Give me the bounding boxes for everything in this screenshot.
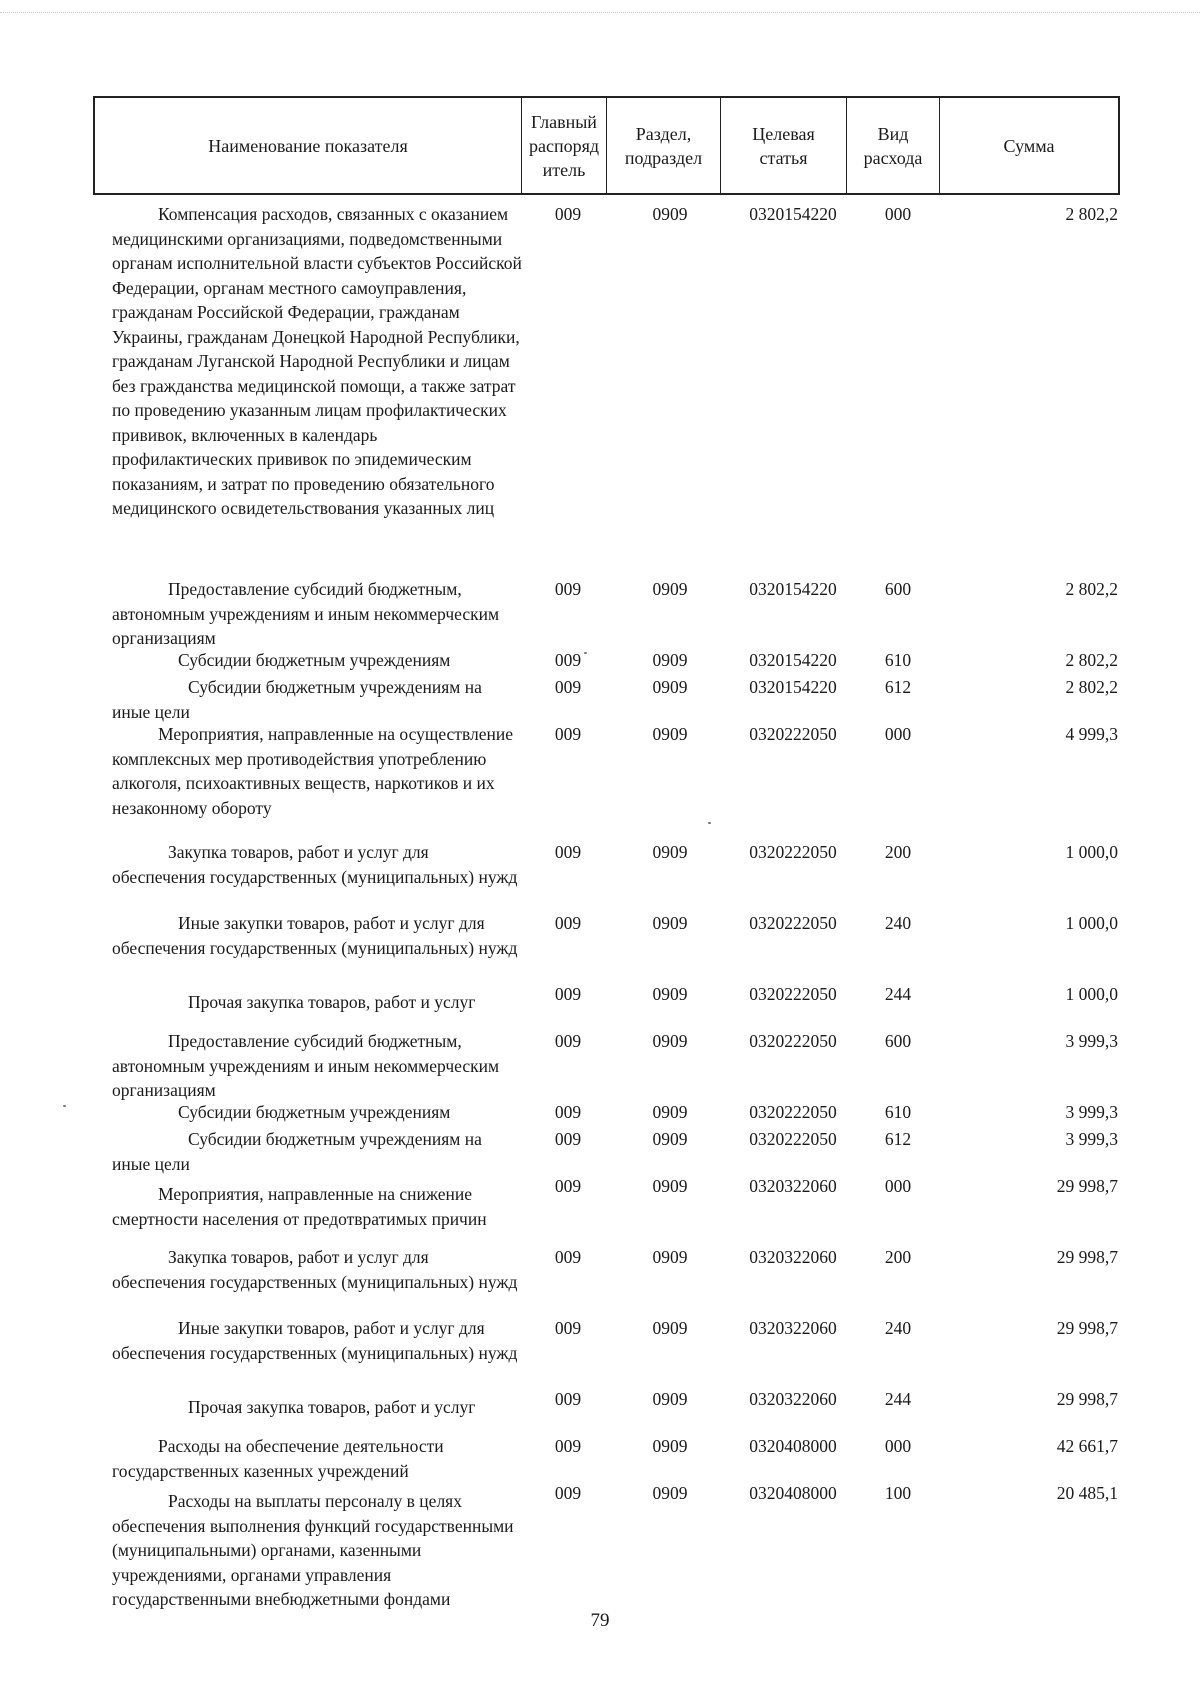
row-razdel: 0909 [652,1176,688,1196]
row-vid: 244 [884,984,912,1004]
row-celevaya: 0320154220 [749,650,837,670]
row-celevaya: 0320222050 [749,984,837,1004]
row-razdel: 0909 [652,1483,688,1503]
row-glavny: 009 [554,579,582,599]
row-vid: 200 [884,1247,912,1267]
header-celevaya-column: Целевая статья [721,98,847,193]
row-celevaya: 0320222050 [749,842,837,862]
header-glavny-column: Главный распоряд итель [522,98,607,193]
row-razdel: 0909 [652,650,688,670]
row-vid: 100 [884,1483,912,1503]
row-summa: 2 802,2 [1065,579,1118,599]
row-vid: 000 [884,1436,912,1456]
row-celevaya: 0320222050 [749,1102,837,1122]
row-razdel: 0909 [652,724,688,744]
row-name: Расходы на выплаты персоналу в целях обеспечения выполнения функций государственными (муниципальными) органами, казенными учреждениями, органами управления государственными внебюджетными фондами [112,1491,514,1609]
row-celevaya: 0320154220 [749,677,837,697]
row-summa: 2 802,2 [1065,650,1118,670]
row-name: Иные закупки товаров, работ и услуг для обеспечения государственных (муниципальных) нужд [112,913,518,958]
row-name: Субсидии бюджетным учреждениям на иные цели [112,1129,482,1174]
row-razdel: 0909 [652,1031,688,1051]
row-summa: 42 661,7 [1056,1436,1118,1456]
row-vid: 600 [884,1031,912,1051]
row-glavny: 009 [554,677,582,697]
scan-speck [63,1105,66,1107]
page-number: 79 [590,1610,610,1631]
row-vid: 240 [884,913,912,933]
row-name: Прочая закупка товаров, работ и услуг [188,1397,476,1417]
row-glavny: 009 [554,1318,582,1338]
row-razdel: 0909 [652,677,688,697]
row-vid: 610 [884,1102,912,1122]
row-glavny: 009 [554,650,582,670]
row-razdel: 0909 [652,204,688,224]
row-summa: 1 000,0 [1065,913,1118,933]
row-razdel: 0909 [652,579,688,599]
row-glavny: 009 [554,984,582,1004]
row-celevaya: 0320322060 [749,1176,837,1196]
row-razdel: 0909 [652,1129,688,1149]
scan-edge-line [0,12,1200,14]
row-summa: 2 802,2 [1065,677,1118,697]
row-glavny: 009 [554,1247,582,1267]
row-summa: 29 998,7 [1056,1247,1118,1267]
row-name: Закупка товаров, работ и услуг для обеспечения государственных (муниципальных) нужд [112,842,518,887]
row-celevaya: 0320322060 [749,1389,837,1409]
row-name: Мероприятия, направленные на снижение смертности населения от предотвратимых причин [112,1184,487,1229]
row-summa: 1 000,0 [1065,984,1118,1004]
row-celevaya: 0320408000 [749,1436,837,1456]
row-razdel: 0909 [652,984,688,1004]
row-celevaya: 0320222050 [749,1129,837,1149]
row-summa: 3 999,3 [1065,1102,1118,1122]
row-name: Субсидии бюджетным учреждениям на иные цели [112,677,482,722]
row-celevaya: 0320222050 [749,913,837,933]
header-name-column: Наименование показателя [95,98,522,193]
row-celevaya: 0320322060 [749,1247,837,1267]
row-name: Субсидии бюджетным учреждениям [178,1102,451,1122]
row-razdel: 0909 [652,1247,688,1267]
header-vid-column: Вид расхода [847,98,940,193]
row-vid: 612 [884,677,912,697]
row-name: Иные закупки товаров, работ и услуг для обеспечения государственных (муниципальных) нужд [112,1318,518,1363]
scan-speck [708,822,711,824]
row-glavny: 009 [554,1176,582,1196]
table-header [93,96,1120,195]
row-name: Расходы на обеспечение деятельности государственных казенных учреждений [112,1436,444,1481]
row-vid: 240 [884,1318,912,1338]
row-razdel: 0909 [652,1436,688,1456]
row-summa: 20 485,1 [1056,1483,1118,1503]
row-vid: 000 [884,724,912,744]
row-name: Закупка товаров, работ и услуг для обеспечения государственных (муниципальных) нужд [112,1247,518,1292]
row-glavny: 009 [554,1483,582,1503]
row-name: Предоставление субсидий бюджетным, автономным учреждениям и иным некоммерческим организациям [112,1031,500,1100]
row-summa: 1 000,0 [1065,842,1118,862]
row-celevaya: 0320154220 [749,579,837,599]
scan-speck [584,652,587,654]
row-glavny: 009 [554,1129,582,1149]
row-glavny: 009 [554,724,582,744]
row-summa: 29 998,7 [1056,1176,1118,1196]
row-vid: 610 [884,650,912,670]
row-glavny: 009 [554,1436,582,1456]
row-summa: 2 802,2 [1065,204,1118,224]
row-razdel: 0909 [652,842,688,862]
row-name: Субсидии бюджетным учреждениям [178,650,451,670]
row-glavny: 009 [554,842,582,862]
row-summa: 3 999,3 [1065,1129,1118,1149]
row-glavny: 009 [554,1031,582,1051]
row-celevaya: 0320222050 [749,724,837,744]
header-summa-column: Сумма [1003,135,1055,156]
row-celevaya: 0320222050 [749,1031,837,1051]
row-name: Предоставление субсидий бюджетным, автономным учреждениям и иным некоммерческим организациям [112,579,500,648]
row-razdel: 0909 [652,1318,688,1338]
row-summa: 29 998,7 [1056,1389,1118,1409]
row-celevaya: 0320408000 [749,1483,837,1503]
row-celevaya: 0320154220 [749,204,837,224]
row-summa: 4 999,3 [1065,724,1118,744]
row-vid: 000 [884,204,912,224]
row-celevaya: 0320322060 [749,1318,837,1338]
row-name: Компенсация расходов, связанных с оказанием медицинскими организациями, подведомственными органам исполнительной власти субъектов Российской Федерации, органам местного самоуправления, гражданам Российской Федерации, гражданам Украины, гражданам Донецкой Народной Республики, гражданам Луганской Народной Республики и лицам без гражданства медицинской помощи, а также затрат по проведению указанным лицам профилактических прививок, включенных в календарь профилактических прививок по эпидемическим показаниям, и затрат по проведению обязательного медицинского освидетельствования указанных лиц [112,204,522,518]
row-vid: 000 [884,1176,912,1196]
row-vid: 612 [884,1129,912,1149]
row-vid: 600 [884,579,912,599]
row-glavny: 009 [554,913,582,933]
row-razdel: 0909 [652,1102,688,1122]
row-glavny: 009 [554,1389,582,1409]
header-razdel-column: Раздел, подраздел [607,98,721,193]
row-summa: 29 998,7 [1056,1318,1118,1338]
row-vid: 200 [884,842,912,862]
row-glavny: 009 [554,1102,582,1122]
row-glavny: 009 [554,204,582,224]
row-razdel: 0909 [652,1389,688,1409]
row-summa: 3 999,3 [1065,1031,1118,1051]
row-razdel: 0909 [652,913,688,933]
row-name: Мероприятия, направленные на осуществление комплексных мер противодействия употреблению алкоголя, психоактивных веществ, наркотиков и их незаконному обороту [112,724,513,818]
row-name: Прочая закупка товаров, работ и услуг [188,992,476,1012]
row-vid: 244 [884,1389,912,1409]
